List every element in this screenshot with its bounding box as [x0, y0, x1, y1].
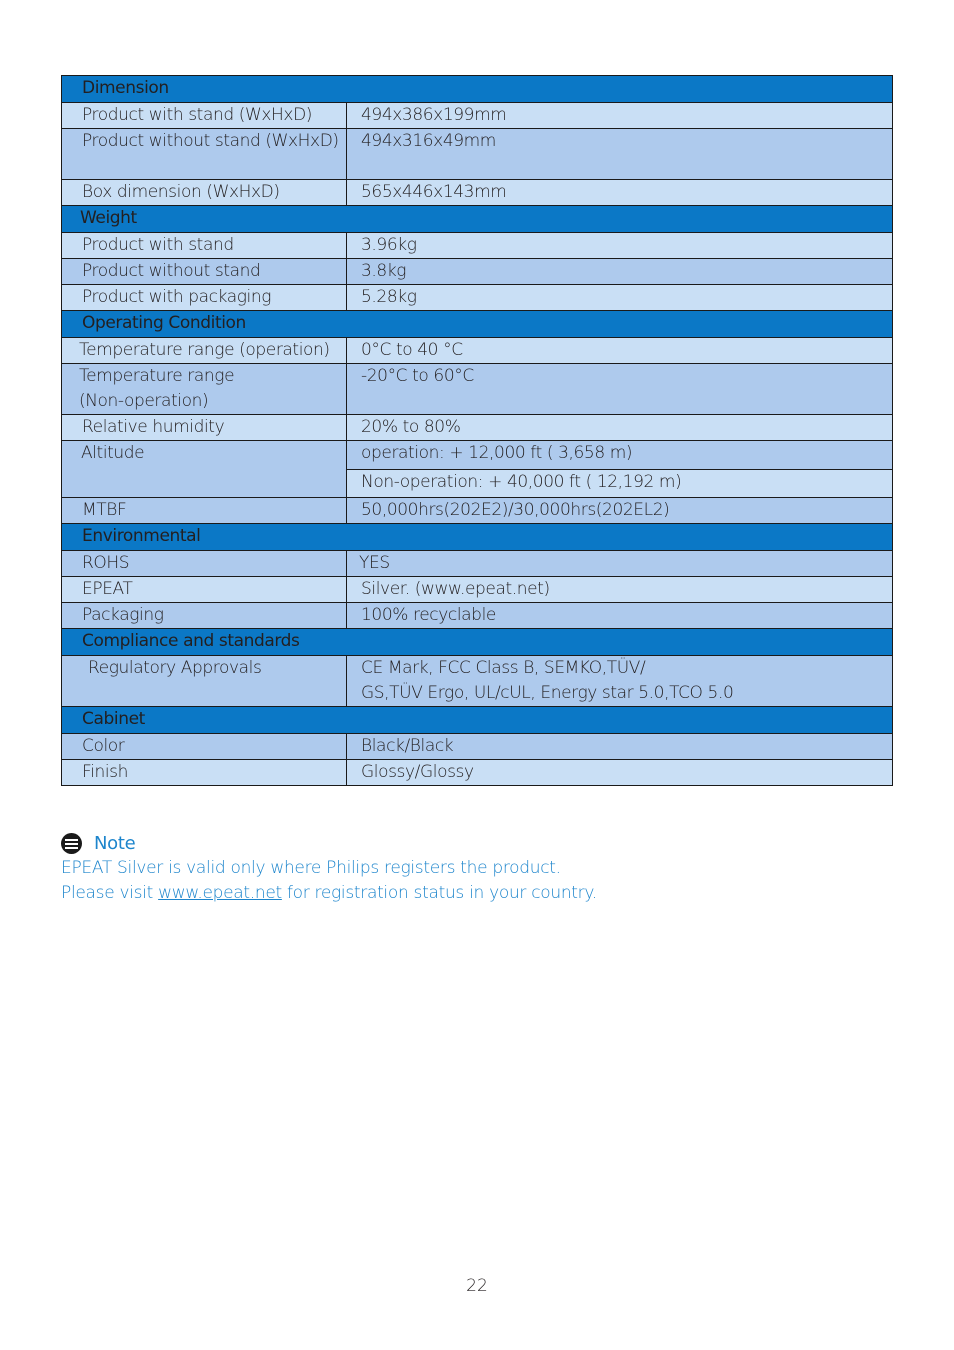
table-row — [62, 338, 893, 364]
row-value-line: CE Mark, FCC Class B, SEMKO,TÜV/ — [361, 658, 646, 678]
row-value: 5.28kg — [347, 285, 893, 311]
row-value: Black/Black — [347, 734, 893, 760]
table-row — [62, 734, 893, 760]
row-value: operation: + 12,000 ft ( 3,658 m) — [347, 441, 893, 470]
table-row — [62, 103, 893, 129]
specifications-table — [61, 75, 893, 786]
table-row — [62, 498, 893, 524]
row-value: 20% to 80% — [347, 415, 893, 441]
row-label: Product without stand — [62, 259, 347, 285]
row-label: Box dimension (WxHxD) — [62, 180, 347, 206]
note-line-1: EPEAT Silver is valid only where Philips registers the product. — [61, 858, 561, 878]
row-value: 565x446x143mm — [347, 180, 893, 206]
note-block — [61, 830, 597, 906]
table-row — [62, 180, 893, 206]
note-text: Please visit — [61, 883, 159, 903]
row-label: Color — [62, 734, 347, 760]
note-text: for registration status in your country. — [281, 883, 597, 903]
row-label: Relative humidity — [62, 415, 347, 441]
row-value: YES — [347, 551, 893, 577]
row-label: Product with stand — [62, 233, 347, 259]
section-title: Cabinet — [62, 707, 893, 734]
section-header-compliance — [62, 629, 893, 656]
section-header-weight — [62, 206, 893, 233]
row-value: 494x386x199mm — [347, 103, 893, 129]
row-value: 3.96kg — [347, 233, 893, 259]
epeat-link[interactable]: www.epeat.net — [158, 883, 282, 903]
row-value: 0°C to 40 °C — [347, 338, 893, 364]
row-label: Product with stand (WxHxD) — [62, 103, 347, 129]
row-label: Product with packaging — [62, 285, 347, 311]
row-value: 494x316x49mm — [347, 129, 893, 180]
table-row — [62, 364, 893, 415]
note-line-2 — [61, 881, 597, 906]
table-row — [62, 441, 893, 470]
note-header — [61, 830, 597, 856]
section-title: Weight — [62, 206, 893, 233]
row-value: Non-operation: + 40,000 ft ( 12,192 m) — [347, 470, 893, 498]
row-label-line: (Non-operation) — [79, 391, 209, 411]
section-header-environmental — [62, 524, 893, 551]
section-header-operating-condition — [62, 311, 893, 338]
table-row — [62, 603, 893, 629]
row-value: -20°C to 60°C — [347, 364, 893, 415]
table-row — [62, 656, 893, 707]
section-title: Environmental — [62, 524, 893, 551]
row-label-line: Temperature range — [79, 366, 235, 386]
row-label: Product without stand (WxHxD) — [62, 129, 347, 180]
row-label: Finish — [62, 760, 347, 786]
table-row — [62, 233, 893, 259]
row-label — [62, 364, 347, 415]
section-title: Operating Condition — [62, 311, 893, 338]
row-value: Glossy/Glossy — [347, 760, 893, 786]
row-label: ROHS — [62, 551, 347, 577]
table-row — [62, 551, 893, 577]
row-label: Altitude — [62, 441, 347, 498]
table-row — [62, 285, 893, 311]
row-value: 50,000hrs(202E2)/30,000hrs(202EL2) — [347, 498, 893, 524]
table-row — [62, 760, 893, 786]
row-label: Temperature range (operation) — [62, 338, 347, 364]
table-row — [62, 259, 893, 285]
section-header-cabinet — [62, 707, 893, 734]
row-label: EPEAT — [62, 577, 347, 603]
row-value: Silver. (www.epeat.net) — [347, 577, 893, 603]
row-label: Regulatory Approvals — [62, 656, 347, 707]
table-row — [62, 415, 893, 441]
row-value — [347, 656, 893, 707]
section-header-dimension — [62, 76, 893, 103]
page-number: 22 — [466, 1276, 488, 1296]
row-value: 100% recyclable — [347, 603, 893, 629]
note-title: Note — [94, 832, 136, 854]
table-row — [62, 129, 893, 180]
note-icon — [61, 833, 82, 854]
row-label: Packaging — [62, 603, 347, 629]
row-value: 3.8kg — [347, 259, 893, 285]
table-row — [62, 577, 893, 603]
row-value-line: GS,TÜV Ergo, UL/cUL, Energy star 5.0,TCO 5.0 — [361, 683, 734, 703]
row-label: MTBF — [62, 498, 347, 524]
section-title: Compliance and standards — [62, 629, 893, 656]
section-title: Dimension — [62, 76, 893, 103]
